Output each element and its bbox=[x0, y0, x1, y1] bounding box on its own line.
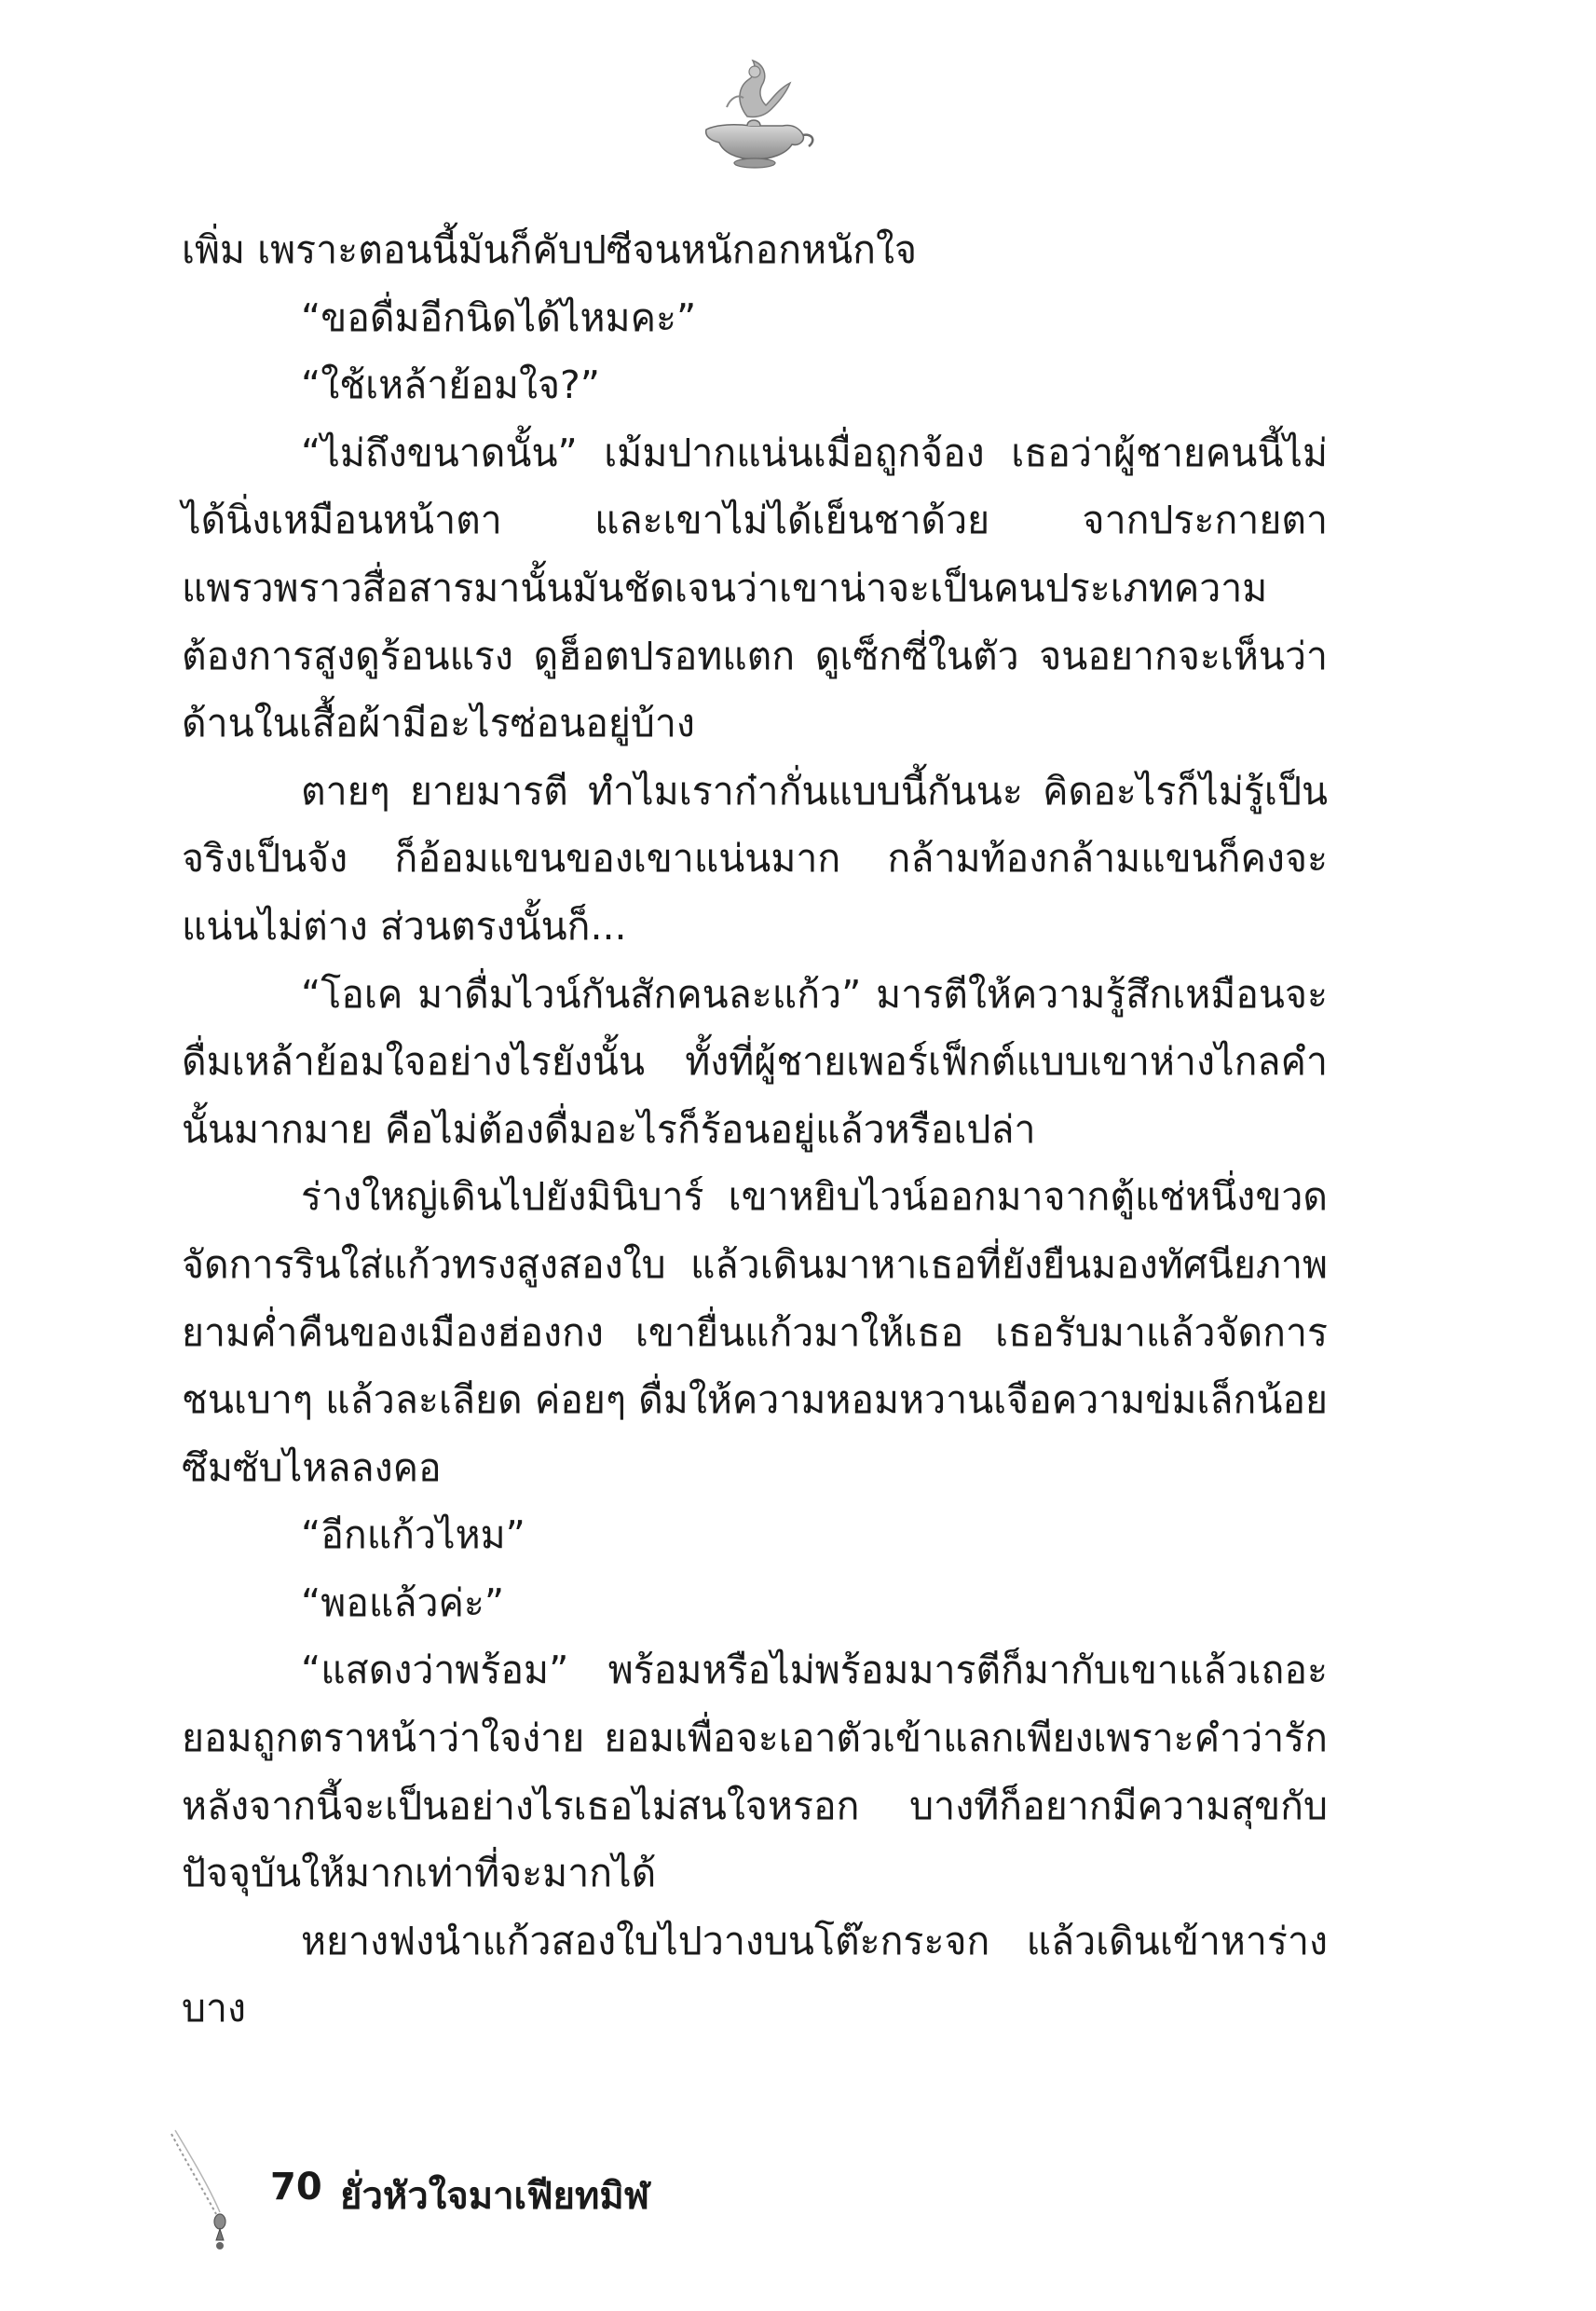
book-title: ยั่วหัวใจมาเฟียทมิฬ bbox=[340, 2175, 650, 2218]
page-footer bbox=[168, 2125, 820, 2255]
paragraph: “ขอดื่มอีกนิดได้ไหมคะ” bbox=[301, 294, 697, 340]
paragraph: “อีกแก้วไหม” bbox=[301, 1512, 525, 1558]
genie-lamp-logo-icon bbox=[689, 51, 820, 172]
paragraph: “โอเค มาดื่มไวน์กันสักคนละแก้ว” มารตีให้ความรู้สึกเหมือนจะดื่มเหล้าย้อมใจอย่างไรยังนั้น ทั้งที่ผู้ชายเพอร์เฟ็กต์แบบเขาห่างไกลคำนั้นมากมาย คือไม่ต้องดื่มอะไรก็ร้อนอยู่แล้วหรือเปล่า bbox=[182, 971, 1328, 1152]
paragraph: “แสดงว่าพร้อม” พร้อมหรือไม่พร้อมมารตีก็มากับเขาแล้วเถอะยอมถูกตราหน้าว่าใจง่าย ยอมเพื่อจะเอาตัวเข้าแลกเพียงเพราะคำว่ารักหลังจากนี้จะเป็นอย่างไรเธอไม่สนใจหรอก บางทีก็อยากมีความสุขกับปัจจุบันให้มากเท่าที่จะมากได้ bbox=[182, 1648, 1328, 1896]
body-text bbox=[182, 216, 1328, 2043]
paragraph: “พอแล้วค่ะ” bbox=[301, 1579, 505, 1625]
paragraph: ตายๆ ยายมารตี ทำไมเราก๋ากั่นแบบนี้กันนะ คิดอะไรก็ไม่รู้เป็นจริงเป็นจัง ก็อ้อมแขนของเขาแน่นมาก กล้ามท้องกล้ามแขนก็คงจะแน่นไม่ต่าง ส่วนตรงนั้นก็... bbox=[182, 768, 1328, 949]
paragraph: เพิ่ม เพราะตอนนี้มันก็คับปซีจนหนักอกหนักใจ bbox=[182, 227, 917, 272]
paragraph: “ไม่ถึงขนาดนั้น” เม้มปากแน่นเมื่อถูกจ้อง เธอว่าผู้ชายคนนี้ไม่ได้นิ่งเหมือนหน้าตา และเขาไม่ได้เย็นชาด้วย จากประกายตาแพรวพราวสื่อสารมานั้นมันชัดเจนว่าเขาน่าจะเป็นคนประเภทความต้องการสูงดูร้อนแรง ดูฮ็อตปรอทแตก ดูเซ็กซี่ในตัว จนอยากจะเห็นว่าด้านในเสื้อผ้ามีอะไรซ่อนอยู่บ้าง bbox=[182, 430, 1328, 746]
paragraph: “ใช้เหล้าย้อมใจ?” bbox=[301, 362, 600, 408]
paragraph: หยางฟงนำแก้วสองใบไปวางบนโต๊ะกระจก แล้วเดินเข้าหาร่างบาง bbox=[182, 1918, 1328, 2031]
page-number: 70 bbox=[270, 2166, 322, 2208]
necklace-ornament-icon bbox=[168, 2125, 252, 2255]
paragraph: ร่างใหญ่เดินไปยังมินิบาร์ เขาหยิบไวน์ออกมาจากตู้แช่หนึ่งขวดจัดการรินใส่แก้วทรงสูงสองใบ แล้วเดินมาหาเธอที่ยังยืนมองทัศนียภาพยามค่ำคืนของเมืองฮ่องกง เขายื่นแก้วมาให้เธอ เธอรับมาแล้วจัดการชนเบาๆ แล้วละเลียด ค่อยๆ ดื่มให้ความหอมหวานเจือความข่มเล็กน้อยซึมซับไหลลงคอ bbox=[182, 1174, 1328, 1490]
